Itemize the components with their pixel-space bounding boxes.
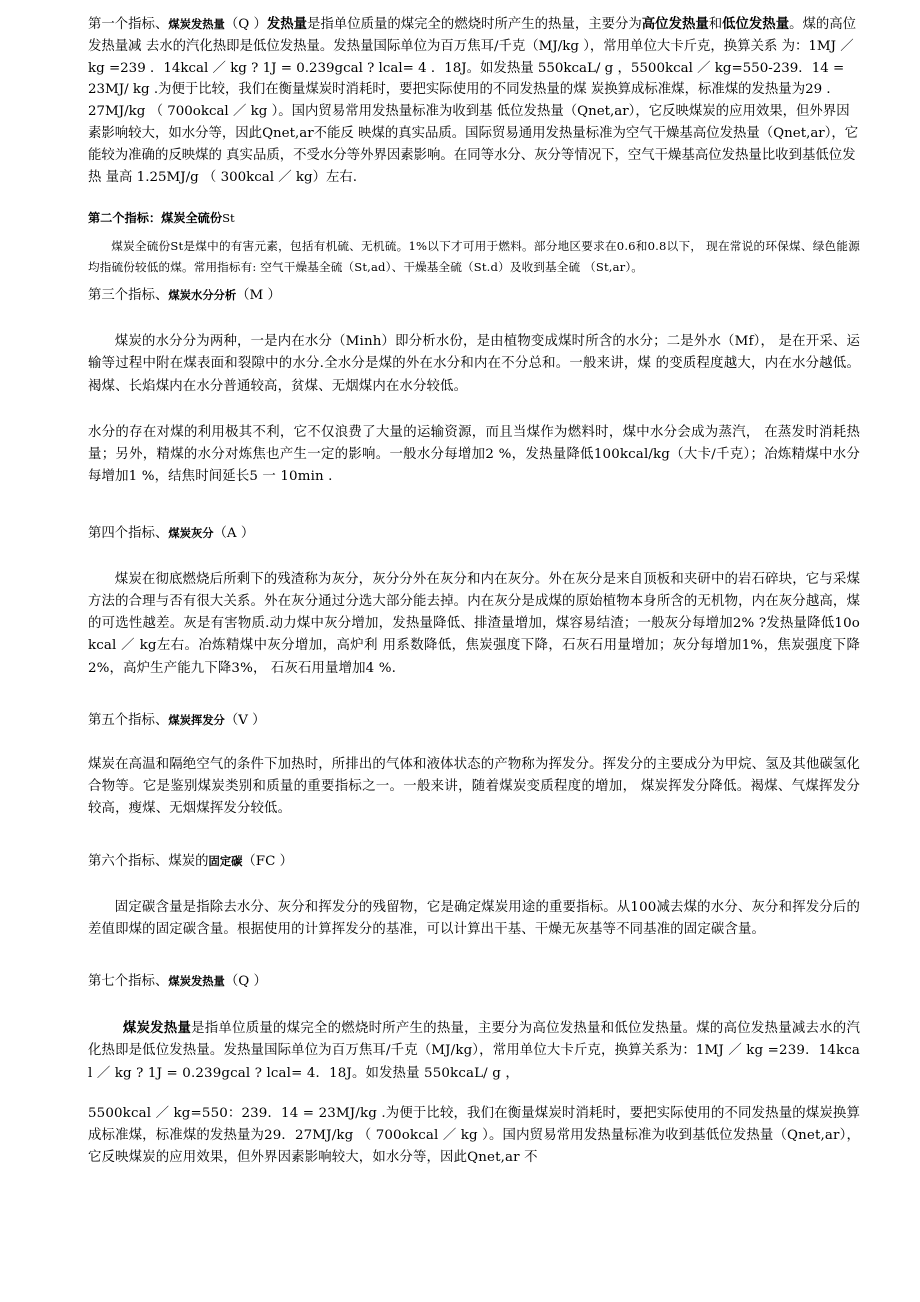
spacer xyxy=(88,398,860,422)
heading-suffix: （Q ） xyxy=(224,974,267,990)
spacer xyxy=(88,307,860,331)
paragraph-calorific-1 xyxy=(88,1017,860,1085)
heading-term: 固定碳 xyxy=(208,853,243,868)
heading-suffix: （M ） xyxy=(236,288,281,304)
paragraph-fixed-carbon: 固定碳含量是指除去水分、灰分和挥发分的残留物，它是确定煤炭用途的重要指标。从100减去煤的水分、灰分和挥发分后的差值即煤的固定碳含量。根据使用的计算挥发分的基准，可以计算出干基、干燥无灰基等不同基准的固定碳含量。 xyxy=(88,899,860,937)
heading-suffix: St xyxy=(222,211,235,226)
section-heading-indicator-6 xyxy=(88,851,860,873)
paragraph-volatile: 煤炭在高温和隔绝空气的条件下加热时，所排出的气体和液体状态的产物称为挥发分。挥发分的主要成分为甲烷、氢及其他碳氢化合物等。它是鉴别煤炭类别和质量的重要指标之一。一般来讲，随着煤炭变质程度的增加， 煤炭挥发分降低。褐煤、气煤挥发分较高，瘦煤、无烟煤挥发分较低。 xyxy=(88,756,860,817)
spacer xyxy=(88,821,860,851)
section-heading-indicator-1 xyxy=(88,14,860,188)
spacer xyxy=(88,732,860,754)
heading-term: 煤炭发热量 xyxy=(168,974,225,989)
para-run: 是指单位质量的煤完全的燃烧时所产生的热量，主要分为高位发热量和低位发热量。煤的高位发热量减去水的汽化热即是低位发热量。发热量国际单位为百万焦耳/千克（MJ/kg），常用单位大卡斤克，换算关系为：1MJ ／ kg =239．14kcal ／ kg ? 1J = 0.239gcal ? lcal= 4．18J。如发热量 550kcaL/ g ， xyxy=(88,1020,861,1081)
paragraph-ash: 煤炭在彻底燃烧后所剩下的残渣称为灰分，灰分分外在灰分和内在灰分。外在灰分是来自顶板和夹研中的岩石碎块，它与采煤方法的合理与否有很大关系。外在灰分通过分选大部分能去掉。内在灰分是成煤的原始植物本身所含的无机物，内在灰分越高，煤的可选性越差。灰是有害物质.动力煤中灰分增加，发热量降低、排渣量增加，煤容易结渣；一般灰分每增加2% ?发热量降低10okcal ／ kg左右。冶炼精煤中灰分增加，高炉利 用系数降低，焦炭强度下降，石灰石用量增加；灰分每增加1%，焦炭强度下降2%，高炉生产能九下降3%， 石灰石用量增加4 %. xyxy=(88,571,860,676)
heading-prefix: 第五个指标、 xyxy=(88,713,169,729)
para-run: 和 xyxy=(708,17,723,32)
heading-prefix: 第一个指标、 xyxy=(88,17,169,32)
heading-term: 煤炭全硫份 xyxy=(161,211,223,226)
spacer xyxy=(88,188,860,208)
heading-prefix: 第二个指标： xyxy=(88,211,162,226)
heading-term: 煤炭发热量 xyxy=(168,17,225,31)
section-heading-indicator-7 xyxy=(88,971,860,993)
para-run: 是指单位质量的煤完全的燃烧时所产生的热量，主要分为 xyxy=(307,17,642,32)
paragraph-moisture-2: 水分的存在对煤的利用极其不利，它不仅浪费了大量的运输资源，而且当煤作为燃料时，煤中水分会成为蒸汽， 在蒸发时消耗热量；另外，精煤的水分对炼焦也产生一定的影响。一般水分每增加2 %，发热量降低100kcal/kg（大卡/千克）；冶炼精煤中水分每增加1 %，结焦时间延长5 一 10min . xyxy=(88,424,860,485)
spacer xyxy=(88,873,860,897)
para-run-bold: 高位发热量 xyxy=(641,16,709,32)
heading-prefix: 第六个指标、煤炭的 xyxy=(88,853,209,869)
spacer xyxy=(88,941,860,971)
heading-term: 煤炭挥发分 xyxy=(168,713,225,728)
spacer xyxy=(88,993,860,1017)
paragraph-sulfur: 煤炭全硫份St是煤中的有害元素，包括有机硫、无机硫。1%以下才可用于燃料。部分地区要求在0.6和0.8以下， 现在常说的环保煤、绿色能源均指硫份较低的煤。常用指标有: 空气干燥基全硫（St,ad）、干燥基全硫（St.d）及收到基全硫 （St,ar）。 xyxy=(88,239,860,274)
para-run-bold: 低位发热量 xyxy=(722,16,790,32)
paragraph-calorific-2: 5500kcal ／ kg=550：239．14 = 23MJ/kg .为便于比较，我们在衡量煤炭时消耗时，要把实际使用的不同发热量的煤炭换算成标准煤，标准煤的发热量为29．27MJ/kg （ 700okcal ／ kg ）。国内贸易常用发热量标准为收到基低位发热量（Qnet,ar），它反映煤炭的应用效果，但外界因素影响较大，如水分等，因此Qnet,ar 不 xyxy=(88,1105,860,1166)
para-run: 。煤的高位发热量减 去水的汽化热即是低位发热量。发热量国际单位为百万焦耳/千克（MJ/kg ），常用单位大卡斤克，换算关系 为：1MJ ／ kg =239 ．14kcal ／ kg ? 1J = 0.239gcal ? lcal= 4 ．18J。如发热量 550kcaL/ g ，5500kcal ／ kg=550-239．14 = 23MJ/ kg .为便于比较，我们在衡量煤炭时消耗时，要把实际使用的不同发热量的煤 炭换算成标准煤，标准煤的发热量为29 ．27MJ/kg （ 700okcal ／ kg ）。国内贸易常用发热量标准为收到基 低位发热量（Qnet,ar），它反映煤炭的应用效果，但外界因素影响较大，如水分等，因此Qnet,ar不能反 映煤的真实品质。国际贸易通用发热量标准为空气干燥基高位发热量（Qnet,ar），它能较为准确的反映煤的 真实品质，不受水分等外界因素影响。在同等水分、灰分等情况下，空气干燥基高位发热量比收到基低位发热 量高 1.25MJ/g （ 300kcal ／ kg）左右. xyxy=(88,17,859,185)
section-heading-indicator-2 xyxy=(88,208,860,230)
section-heading-indicator-5 xyxy=(88,710,860,732)
heading-term: 煤炭水分分析 xyxy=(168,288,237,303)
para-run-bold: 发热量 xyxy=(266,16,308,32)
para-run-bold: 煤炭发热量 xyxy=(122,1019,192,1036)
section-heading-indicator-3 xyxy=(88,285,860,307)
section-heading-indicator-4 xyxy=(88,523,860,545)
spacer xyxy=(88,680,860,710)
spacer xyxy=(88,489,860,523)
spacer xyxy=(88,545,860,569)
spacer xyxy=(88,277,860,285)
heading-term: 煤炭灰分 xyxy=(168,525,214,540)
heading-suffix: （FC ） xyxy=(242,853,293,869)
spacer xyxy=(88,1085,860,1103)
paragraph-moisture-1: 煤炭的水分分为两种，一是内在水分（Minh）即分析水份，是由植物变成煤时所含的水分；二是外水（Mf）， 是在开采、运输等过程中附在煤表面和裂隙中的水分.全水分是煤的外在水分和内在不分总和。一般来讲，煤 的变质程度越大，内在水分越低。褐煤、长焰煤内在水分普通较高，贫煤、无烟煤内在水分较低。 xyxy=(88,333,860,394)
heading-suffix: （Q ） xyxy=(224,17,267,32)
heading-prefix: 第四个指标、 xyxy=(88,525,169,541)
heading-prefix: 第七个指标、 xyxy=(88,974,169,990)
heading-suffix: （A ） xyxy=(213,525,255,541)
heading-prefix: 第三个指标、 xyxy=(88,288,169,304)
heading-suffix: （V ） xyxy=(224,713,266,729)
